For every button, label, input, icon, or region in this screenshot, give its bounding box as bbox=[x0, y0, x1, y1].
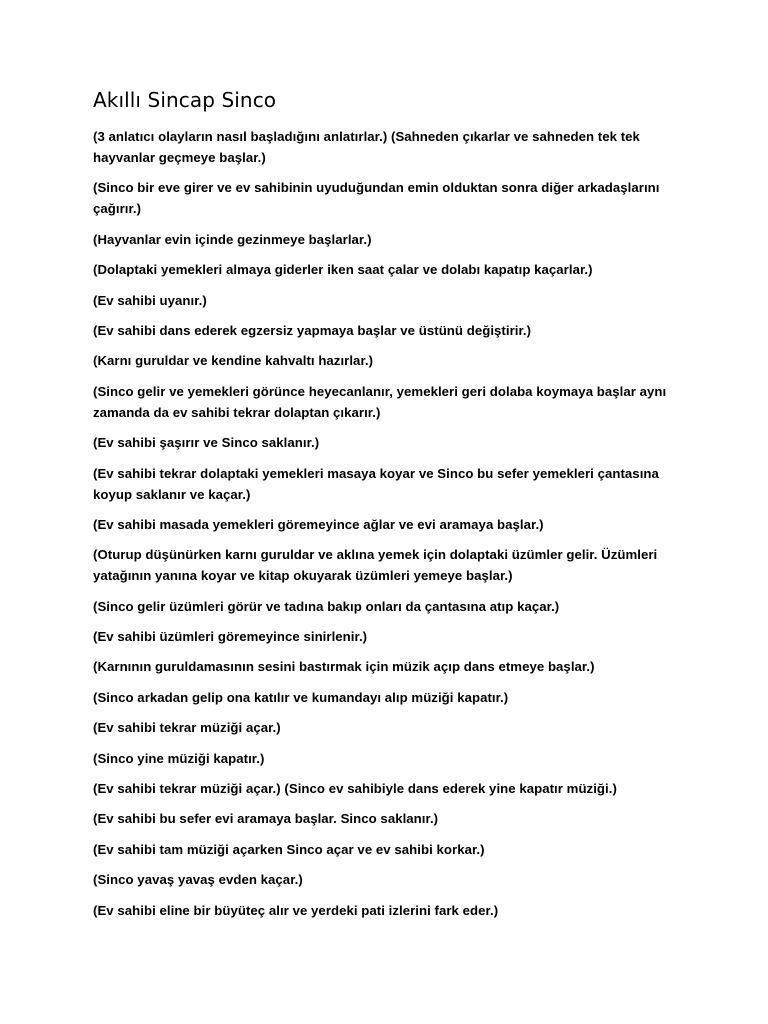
script-line: (Ev sahibi uyanır.) bbox=[93, 292, 207, 308]
script-line: (Sinco arkadan gelip ona katılır ve kumandayı alıp müziği kapatır.) bbox=[93, 689, 509, 705]
script-line: (Ev sahibi üzümleri göremeyince sinirlenir.) bbox=[93, 629, 368, 645]
script-line: (Sinco yavaş yavaş evden kaçar.) bbox=[93, 872, 303, 888]
script-line: (Ev sahibi tam müziği açarken Sinco açar ve ev sahibi korkar.) bbox=[93, 841, 485, 857]
script-line: (3 anlatıcı olayların nasıl başladığını anlatırlar.) (Sahneden çıkarlar ve sahneden tek tek hayvanlar geçmeye başlar.) bbox=[93, 129, 640, 165]
script-line: (Sinco gelir üzümleri görür ve tadına bakıp onları da çantasına atıp kaçar.) bbox=[93, 598, 560, 614]
script-line: (Karnı guruldar ve kendine kahvaltı hazırlar.) bbox=[93, 353, 374, 369]
script-line: (Ev sahibi eline bir büyüteç alır ve yerdeki pati izlerini fark eder.) bbox=[93, 902, 499, 918]
script-line: (Oturup düşünürken karnı guruldar ve aklına yemek için dolaptaki üzümler gelir. Üzümleri yatağının yanına koyar ve kitap okuyarak üzümleri yemeye başlar.) bbox=[93, 547, 658, 584]
script-line: (Ev sahibi tekrar müziği açar.) bbox=[93, 720, 281, 736]
script-line: (Sinco gelir ve yemekleri görünce heyecanlanır, yemekleri geri dolaba koymaya başlar aynı zamanda da ev sahibi tekrar dolaptan çıkarır.) bbox=[93, 383, 667, 420]
script-line: (Ev sahibi tekrar müziği açar.) (Sinco ev sahibiyle dans ederek yine kapatır müziği.) bbox=[93, 781, 617, 797]
script-line: (Sinco yine müziği kapatır.) bbox=[93, 750, 265, 766]
script-line: (Sinco bir eve girer ve ev sahibinin uyuduğundan emin olduktan sonra diğer arkadaşlarını çağırır.) bbox=[93, 180, 660, 217]
script-line: (Dolaptaki yemekleri almaya giderler iken saat çalar ve dolabı kapatıp kaçarlar.) bbox=[93, 262, 593, 278]
script-line: (Karnının guruldamasının sesini bastırmak için müzik açıp dans etmeye başlar.) bbox=[93, 659, 595, 675]
script-line: (Ev sahibi masada yemekleri göremeyince ağlar ve evi aramaya başlar.) bbox=[93, 516, 544, 532]
script-lines bbox=[93, 126, 693, 921]
document-title: Akıllı Sincap Sinco bbox=[93, 88, 277, 112]
script-line: (Ev sahibi tekrar dolaptaki yemekleri masaya koyar ve Sinco bu sefer yemekleri çantasına koyup saklanır ve kaçar.) bbox=[93, 465, 659, 502]
document-page bbox=[93, 86, 693, 930]
script-line: (Ev sahibi şaşırır ve Sinco saklanır.) bbox=[93, 435, 320, 451]
script-line: (Ev sahibi bu sefer evi aramaya başlar. Sinco saklanır.) bbox=[93, 811, 439, 827]
script-line: (Ev sahibi dans ederek egzersiz yapmaya başlar ve üstünü değiştirir.) bbox=[93, 322, 532, 338]
script-line: (Hayvanlar evin içinde gezinmeye başlarlar.) bbox=[93, 231, 372, 247]
